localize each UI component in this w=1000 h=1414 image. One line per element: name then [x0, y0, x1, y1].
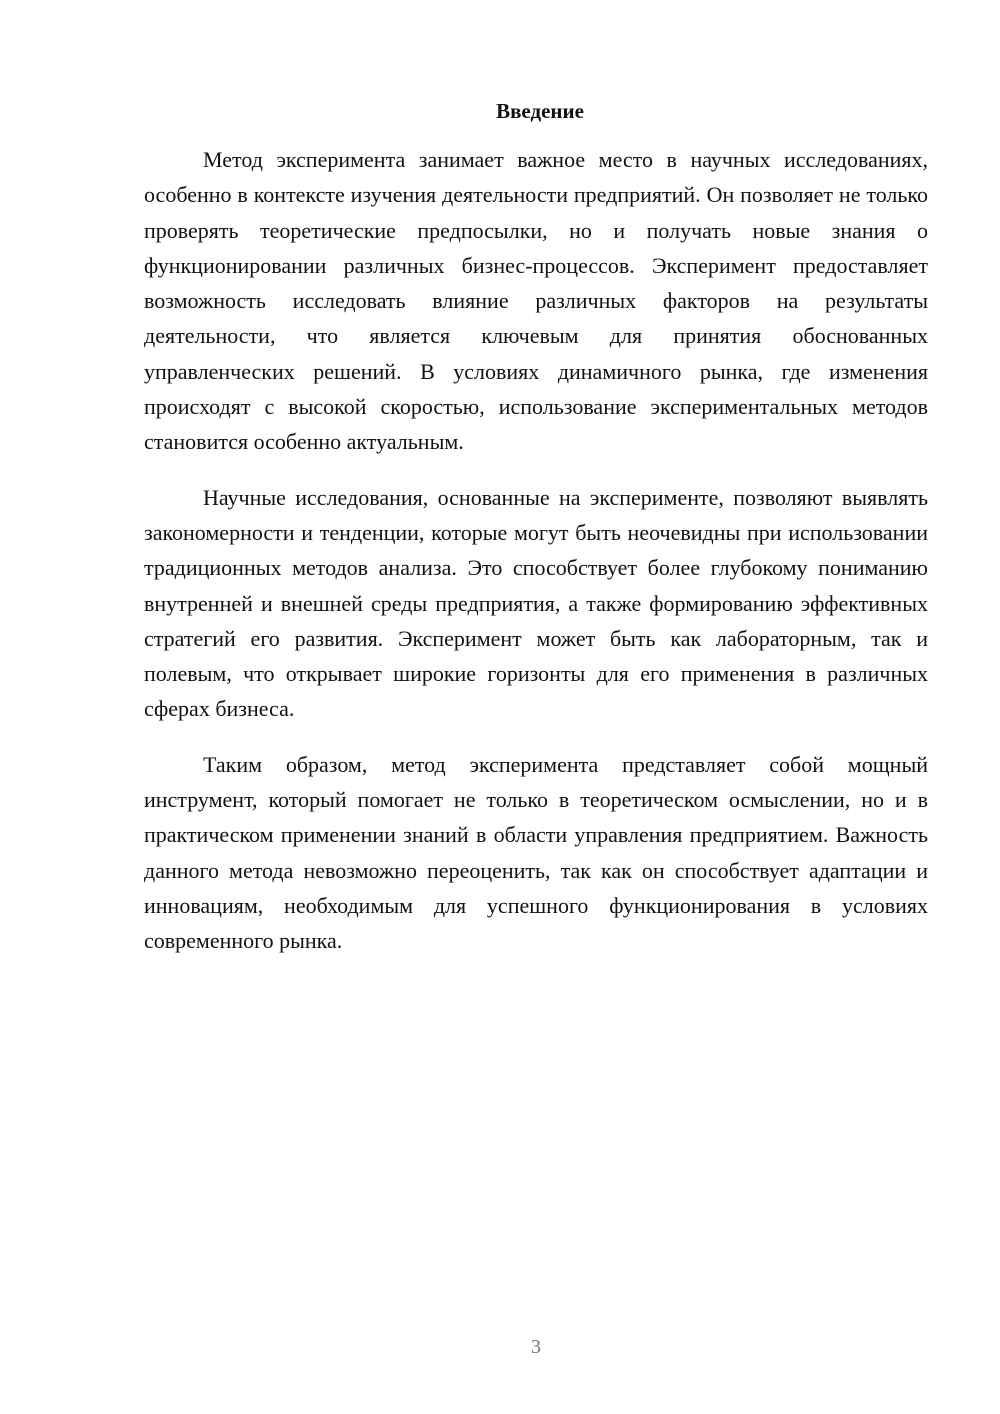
- page-number: 3: [531, 1336, 541, 1358]
- paragraph-3: Таким образом, метод эксперимента представляет собой мощный инструмент, который помогает не только в теоретическом осмыслении, но и в практическом применении знаний в области управления предприятием. Важность данного метода невозможно переоценить, так как он способствует адаптации и инновациям, необходимым для успешного функционирования в условиях современного рынка.: [144, 751, 928, 954]
- section-heading: Введение: [496, 99, 584, 123]
- paragraph-1: Метод эксперимента занимает важное место в научных исследованиях, особенно в контексте изучения деятельности предприятий. Он позволяет не только проверять теоретические предпосылки, но и получать новые знания о функционировании различных бизнес-процессов. Эксперимент предоставляет возможность исследовать влияние различных факторов на результаты деятельности, что является ключевым для принятия обоснованных управленческих решений. В условиях динамичного рынка, где изменения происходят с высокой скоростью, использование экспериментальных методов становится особенно актуальным.: [144, 147, 928, 455]
- paragraph-2: Научные исследования, основанные на эксперименте, позволяют выявлять закономерности и тенденции, которые могут быть неочевидны при использовании традиционных методов анализа. Это способствует более глубокому пониманию внутренней и внешней среды предприятия, а также формированию эффективных стратегий его развития. Эксперимент может быть как лабораторным, так и полевым, что открывает широкие горизонты для его применения в различных сферах бизнеса.: [144, 484, 928, 722]
- body-text: [144, 142, 928, 959]
